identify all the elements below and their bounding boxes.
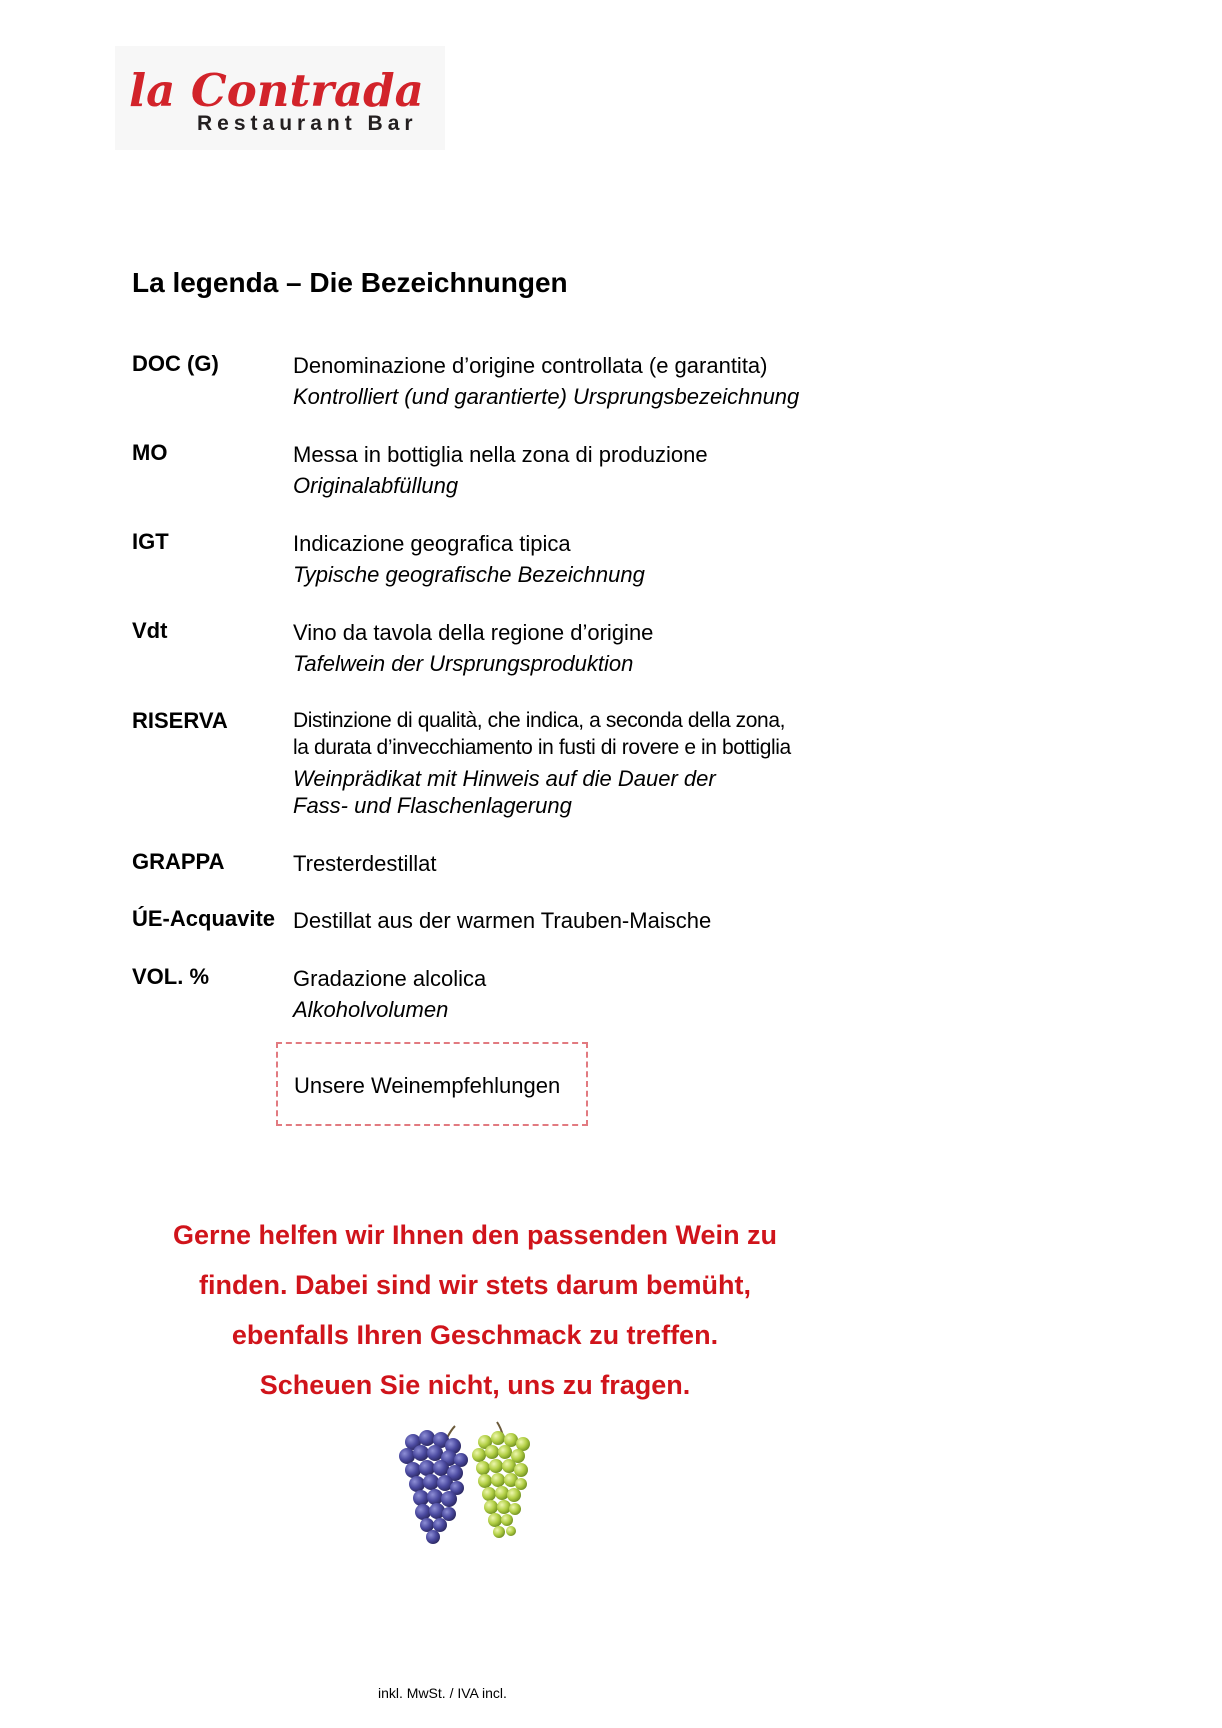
logo-name: la Contrada [129,64,424,117]
legend-description [293,439,893,501]
legend-term: DOC (G) [132,351,219,376]
footer-note: inkl. MwSt. / IVA incl. [378,1685,507,1701]
italian-text: Vino da tavola della regione d’origine [293,620,654,645]
notice-line: Gerne helfen wir Ihnen den passenden Wein zu [172,1220,778,1250]
german-text: Kontrolliert (und garantierte) Ursprungsbezeichnung [293,384,800,409]
legend-term: ÚE-Acquavite [132,906,276,931]
italian-text: Indicazione geografica tipica [293,531,571,556]
legend-term: VOL. % [132,964,210,989]
german-text: Originalabfüllung [293,473,459,498]
legend-description [293,905,893,936]
legend-description [293,848,893,879]
notice-line: finden. Dabei sind wir stets darum bemüht, [198,1270,752,1300]
italian-text: Gradazione alcolica [293,966,487,991]
recommendation-label: Unsere Weinempfehlungen [294,1073,561,1098]
german-text: Weinprädikat mit Hinweis auf die Dauer der [293,766,716,791]
italian-text: Tresterdestillat [293,851,437,876]
german-text: Fass- und Flaschenlagerung [293,793,572,818]
restaurant-logo [115,46,445,150]
service-notice [115,1210,835,1410]
recommendation-box [276,1042,588,1126]
italian-text: Denominazione d’origine controllata (e garantita) [293,353,768,378]
page-title: La legenda – Die Bezeichnungen [132,267,568,298]
legend-description [293,617,893,679]
green-grape-bunch [472,1422,530,1538]
legend-term: Vdt [132,618,168,643]
grapes-image [385,1420,565,1570]
italian-text: la durata d’invecchiamento in fusti di rovere e in bottiglia [293,736,791,759]
legend-term: GRAPPA [132,849,225,874]
logo-subtitle: Restaurant Bar [197,112,418,135]
legend-term: MO [132,440,168,465]
legend-description [293,528,893,590]
legend-description [293,963,893,1025]
notice-line: ebenfalls Ihren Geschmack zu treffen. [231,1320,719,1350]
notice-line: Scheuen Sie nicht, uns zu fragen. [259,1370,691,1400]
german-text: Tafelwein der Ursprungsproduktion [293,651,634,676]
german-text: Alkoholvolumen [293,997,449,1022]
legend-description [293,350,893,412]
italian-text: Destillat aus der warmen Trauben-Maische [293,908,712,933]
purple-grape-bunch [399,1426,468,1544]
legend-term: RISERVA [132,708,228,733]
german-text: Typische geografische Bezeichnung [293,562,645,587]
legend-description [293,707,893,819]
italian-text: Messa in bottiglia nella zona di produzione [293,442,708,467]
legend-term: IGT [132,529,169,554]
italian-text: Distinzione di qualità, che indica, a seconda della zona, [293,709,786,732]
